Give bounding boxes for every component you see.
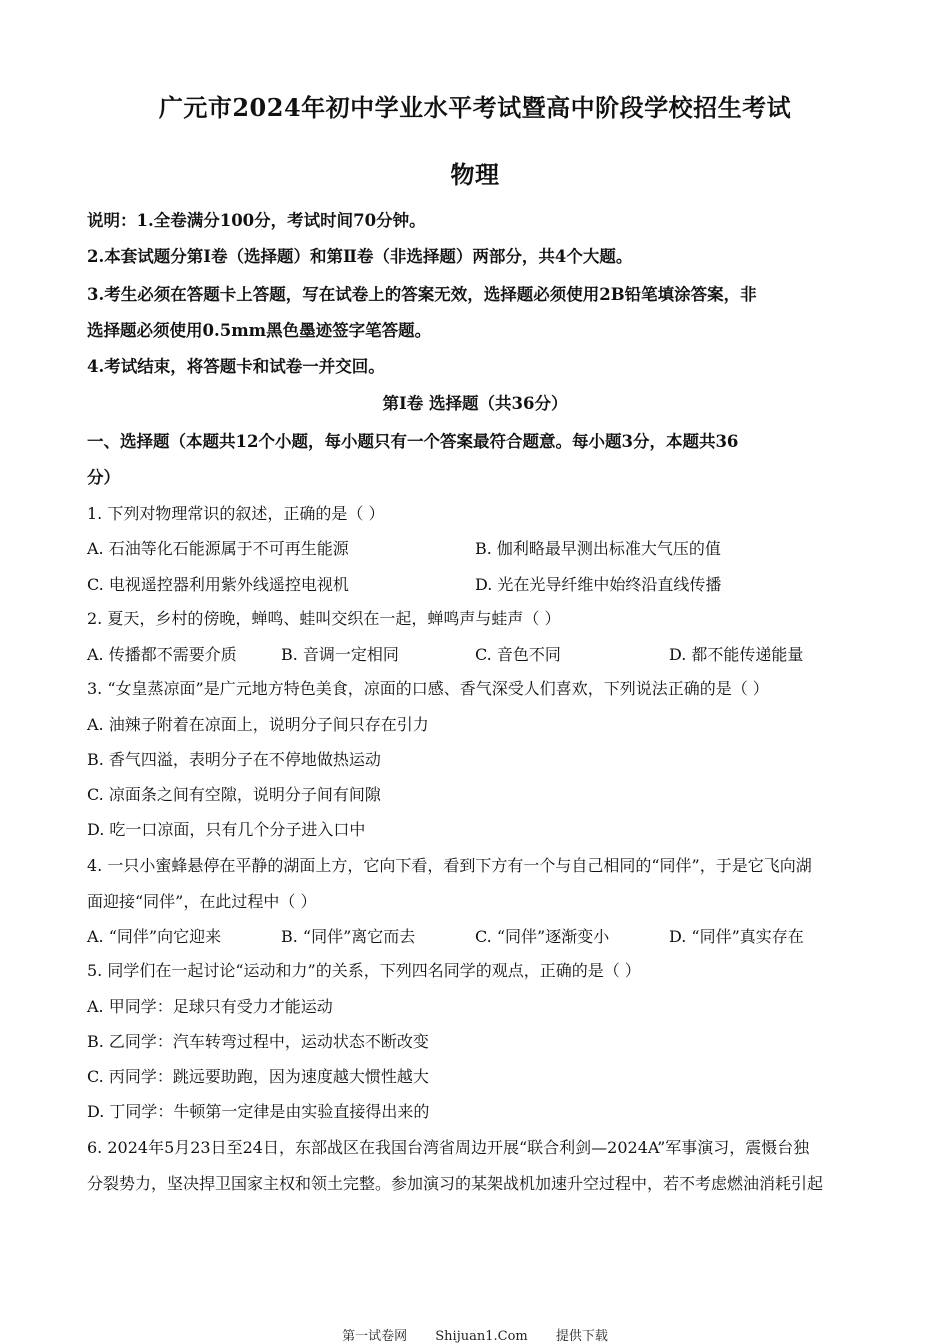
question-5-option-b: B. 乙同学：汽车转弯过程中，运动状态不断改变	[87, 1032, 429, 1051]
part-heading-cont: 分）	[87, 468, 120, 487]
footer-site-cn: 第一试卷网	[342, 1329, 408, 1344]
question-2-option-a: A. 传播都不需要介质	[87, 645, 237, 664]
question-3-stem: 3. “女皇蒸凉面”是广元地方特色美食，凉面的口感、香气深受人们喜欢，下列说法正确的是（ ）	[87, 679, 769, 698]
question-5-stem: 5. 同学们在一起讨论“运动和力”的关系，下列四名同学的观点，正确的是（ ）	[87, 961, 641, 980]
question-4-option-a: A. “同伴”向它迎来	[87, 927, 222, 946]
question-4-stem: 4. 一只小蜜蜂悬停在平静的湖面上方，它向下看，看到下方有一个与自己相同的“同伴”，于是它飞向湖	[87, 856, 812, 875]
question-3-option-b: B. 香气四溢，表明分子在不停地做热运动	[87, 750, 381, 769]
question-2-stem: 2. 夏天，乡村的傍晚，蝉鸣、蛙叫交织在一起，蝉鸣声与蛙声（ ）	[87, 609, 561, 628]
section-heading: 第Ⅰ卷 选择题（共36分）	[382, 394, 568, 413]
question-4-option-b: B. “同伴”离它而去	[281, 927, 416, 946]
question-5-option-d: D. 丁同学：牛顿第一定律是由实验直接得出来的	[87, 1102, 430, 1121]
question-4-stem-cont: 面迎接“同伴”，在此过程中（ ）	[87, 892, 317, 911]
question-3-option-d: D. 吃一口凉面，只有几个分子进入口中	[87, 820, 366, 839]
question-2-option-b: B. 音调一定相同	[281, 645, 399, 664]
question-6-stem-cont: 分裂势力，坚决捍卫国家主权和领土完整。参加演习的某架战机加速升空过程中，若不考虑燃油消耗引起	[87, 1174, 824, 1193]
question-1-option-b: B. 伽利略最早测出标准大气压的值	[475, 539, 721, 558]
question-2-option-d: D. 都不能传递能量	[669, 645, 804, 664]
part-heading: 一、选择题（本题共12个小题，每小题只有一个答案最符合题意。每小题3分，本题共36	[87, 432, 739, 451]
question-1-option-c: C. 电视遥控器利用紫外线遥控电视机	[87, 575, 349, 594]
instruction-4: 4.考试结束，将答题卡和试卷一并交回。	[87, 357, 385, 376]
page-footer	[0, 1325, 950, 1344]
instruction-1: 说明：1.全卷满分100分，考试时间70分钟。	[87, 211, 426, 230]
footer-note: 提供下载	[555, 1329, 608, 1344]
question-5-option-a: A. 甲同学：足球只有受力才能运动	[87, 997, 333, 1016]
subject-title: 物理	[450, 160, 500, 189]
instruction-2: 2.本套试题分第Ⅰ卷（选择题）和第Ⅱ卷（非选择题）两部分，共4个大题。	[87, 247, 633, 266]
question-2-option-c: C. 音色不同	[475, 645, 561, 664]
question-4-option-d: D. “同伴”真实存在	[669, 927, 804, 946]
question-5-option-c: C. 丙同学：跳远要助跑，因为速度越大惯性越大	[87, 1067, 429, 1086]
footer-site-en[interactable]: Shijuan1.Com	[435, 1329, 528, 1344]
instruction-3: 3.考生必须在答题卡上答题，写在试卷上的答案无效，选择题必须使用2B铅笔填涂答案，非	[87, 285, 757, 304]
exam-title: 广元市2024年初中学业水平考试暨高中阶段学校招生考试	[158, 93, 792, 122]
instruction-3-cont: 选择题必须使用0.5mm黑色墨迹签字笔答题。	[87, 321, 432, 340]
question-1-option-a: A. 石油等化石能源属于不可再生能源	[87, 539, 349, 558]
question-6-stem: 6. 2024年5月23日至24日，东部战区在我国台湾省周边开展“联合利剑—2024A”军事演习，震慑台独	[87, 1138, 810, 1157]
question-1-option-d: D. 光在光导纤维中始终沿直线传播	[475, 575, 722, 594]
question-3-option-a: A. 油辣子附着在凉面上，说明分子间只存在引力	[87, 715, 429, 734]
question-1-stem: 1. 下列对物理常识的叙述，正确的是（ ）	[87, 504, 385, 523]
question-4-option-c: C. “同伴”逐渐变小	[475, 927, 610, 946]
question-3-option-c: C. 凉面条之间有空隙，说明分子间有间隙	[87, 785, 381, 804]
